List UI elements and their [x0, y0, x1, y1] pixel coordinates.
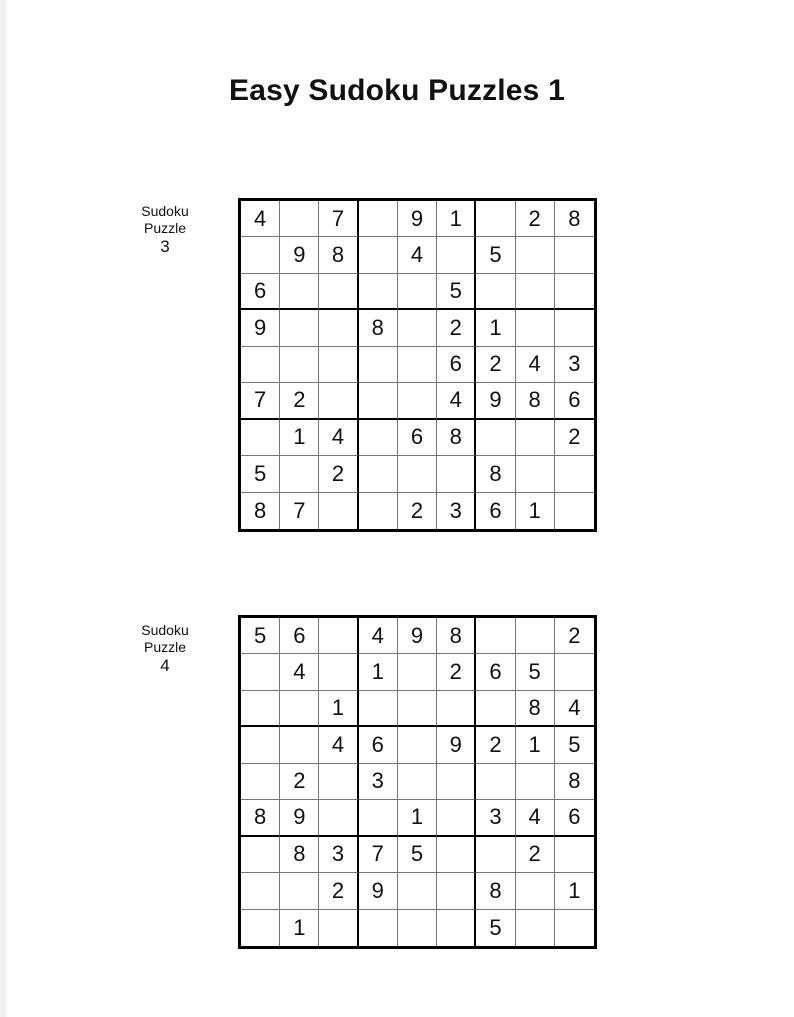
sudoku-cell: 9	[398, 618, 437, 654]
sudoku-cell: 1	[516, 493, 555, 529]
sudoku-cell	[241, 873, 280, 909]
sudoku-cell: 6	[359, 727, 398, 763]
sudoku-cell	[280, 201, 319, 237]
sudoku-cell	[359, 347, 398, 383]
page-edge	[0, 0, 6, 1017]
sudoku-cell: 2	[516, 201, 555, 237]
sudoku-cell	[476, 274, 515, 310]
sudoku-cell: 6	[241, 274, 280, 310]
sudoku-cell	[555, 310, 594, 346]
sudoku-cell: 3	[319, 837, 358, 873]
sudoku-cell	[437, 837, 476, 873]
sudoku-cell: 1	[398, 800, 437, 836]
sudoku-cell: 5	[476, 237, 515, 273]
sudoku-cell	[398, 654, 437, 690]
sudoku-cell: 9	[280, 237, 319, 273]
sudoku-cell	[241, 727, 280, 763]
sudoku-cell: 8	[476, 456, 515, 492]
sudoku-cell: 2	[437, 654, 476, 690]
puzzle-number: 4	[160, 656, 170, 675]
sudoku-cell: 2	[476, 727, 515, 763]
sudoku-cell	[516, 420, 555, 456]
sudoku-cell: 2	[437, 310, 476, 346]
sudoku-cell: 9	[437, 727, 476, 763]
sudoku-cell	[555, 456, 594, 492]
sudoku-cell: 8	[359, 310, 398, 346]
sudoku-cell	[280, 274, 319, 310]
sudoku-cell	[280, 347, 319, 383]
sudoku-cell	[359, 493, 398, 529]
sudoku-cell	[398, 383, 437, 419]
sudoku-cell: 8	[555, 201, 594, 237]
sudoku-cell: 8	[241, 800, 280, 836]
sudoku-cell: 2	[280, 764, 319, 800]
sudoku-cell	[555, 910, 594, 946]
sudoku-cell	[280, 873, 319, 909]
sudoku-cell	[476, 420, 515, 456]
sudoku-cell	[398, 310, 437, 346]
sudoku-cell	[398, 274, 437, 310]
sudoku-cell: 1	[437, 201, 476, 237]
sudoku-cell	[437, 800, 476, 836]
sudoku-cell	[516, 764, 555, 800]
sudoku-cell: 2	[398, 493, 437, 529]
sudoku-cell	[241, 910, 280, 946]
sudoku-cell: 2	[516, 837, 555, 873]
sudoku-cell	[319, 493, 358, 529]
sudoku-cell	[437, 910, 476, 946]
sudoku-cell: 1	[319, 691, 358, 727]
sudoku-cell: 7	[280, 493, 319, 529]
sudoku-cell	[359, 383, 398, 419]
sudoku-cell: 8	[516, 383, 555, 419]
sudoku-cell	[359, 910, 398, 946]
puzzle-label-4	[126, 622, 204, 676]
sudoku-cell: 5	[398, 837, 437, 873]
sudoku-cell: 3	[437, 493, 476, 529]
sudoku-cell: 4	[319, 420, 358, 456]
sudoku-cell: 6	[476, 654, 515, 690]
sudoku-cell	[516, 237, 555, 273]
sudoku-cell	[241, 654, 280, 690]
sudoku-cell: 8	[476, 873, 515, 909]
sudoku-cell	[437, 237, 476, 273]
sudoku-cell	[437, 873, 476, 909]
sudoku-cell: 9	[280, 800, 319, 836]
sudoku-cell: 4	[241, 201, 280, 237]
sudoku-cell: 5	[555, 727, 594, 763]
sudoku-cell: 1	[476, 310, 515, 346]
sudoku-cell	[516, 910, 555, 946]
sudoku-cell	[359, 274, 398, 310]
sudoku-cell	[319, 383, 358, 419]
sudoku-cell: 3	[359, 764, 398, 800]
sudoku-cell: 5	[476, 910, 515, 946]
sudoku-cell	[319, 800, 358, 836]
sudoku-cell	[476, 201, 515, 237]
page-title: Easy Sudoku Puzzles 1	[229, 74, 565, 107]
sudoku-cell	[241, 347, 280, 383]
sudoku-cell	[280, 456, 319, 492]
sudoku-cell: 6	[555, 383, 594, 419]
sudoku-cell	[319, 654, 358, 690]
sudoku-cell: 1	[280, 910, 319, 946]
sudoku-cell	[319, 910, 358, 946]
puzzle-label-3	[126, 203, 204, 257]
sudoku-cell: 9	[398, 201, 437, 237]
sudoku-cell: 5	[241, 456, 280, 492]
sudoku-cell: 4	[516, 347, 555, 383]
sudoku-cell: 2	[280, 383, 319, 419]
sudoku-cell: 3	[555, 347, 594, 383]
sudoku-cell	[319, 618, 358, 654]
sudoku-cell	[516, 618, 555, 654]
sudoku-cell	[437, 456, 476, 492]
sudoku-cell: 8	[241, 493, 280, 529]
sudoku-cell: 8	[437, 420, 476, 456]
sudoku-cell	[476, 764, 515, 800]
sudoku-cell	[516, 274, 555, 310]
sudoku-cell: 1	[516, 727, 555, 763]
sudoku-cell	[359, 456, 398, 492]
sudoku-cell: 9	[359, 873, 398, 909]
sudoku-cell	[555, 493, 594, 529]
sudoku-cell: 8	[437, 618, 476, 654]
sudoku-grid-3	[238, 198, 597, 532]
sudoku-cell	[319, 347, 358, 383]
sudoku-cell: 5	[437, 274, 476, 310]
sudoku-cell: 8	[280, 837, 319, 873]
sudoku-cell: 4	[319, 727, 358, 763]
sudoku-cell	[241, 837, 280, 873]
sudoku-cell	[398, 347, 437, 383]
sudoku-cell	[280, 727, 319, 763]
sudoku-cell	[319, 310, 358, 346]
sudoku-cell	[398, 764, 437, 800]
sudoku-cell: 1	[555, 873, 594, 909]
sudoku-cell	[516, 310, 555, 346]
sudoku-cell: 2	[555, 618, 594, 654]
sudoku-cell	[555, 274, 594, 310]
sudoku-cell: 2	[319, 873, 358, 909]
sudoku-cell: 6	[280, 618, 319, 654]
sudoku-cell: 2	[555, 420, 594, 456]
sudoku-cell	[280, 691, 319, 727]
puzzle-number: 3	[160, 237, 170, 256]
sudoku-cell: 9	[476, 383, 515, 419]
sudoku-cell: 4	[359, 618, 398, 654]
sudoku-cell	[359, 691, 398, 727]
sudoku-cell	[398, 873, 437, 909]
sudoku-cell: 6	[555, 800, 594, 836]
sudoku-cell	[476, 618, 515, 654]
sudoku-cell: 7	[319, 201, 358, 237]
sudoku-cell	[241, 691, 280, 727]
sudoku-cell	[437, 691, 476, 727]
sudoku-cell: 4	[516, 800, 555, 836]
sudoku-cell	[319, 274, 358, 310]
sudoku-cell	[241, 764, 280, 800]
sudoku-cell	[359, 237, 398, 273]
sudoku-cell: 3	[476, 800, 515, 836]
sudoku-cell: 7	[359, 837, 398, 873]
sudoku-cell	[359, 800, 398, 836]
sudoku-cell: 2	[319, 456, 358, 492]
sudoku-cell	[555, 237, 594, 273]
sudoku-cell: 4	[398, 237, 437, 273]
sudoku-cell	[516, 873, 555, 909]
sudoku-cell	[280, 310, 319, 346]
sudoku-cell	[555, 837, 594, 873]
sudoku-cell: 5	[241, 618, 280, 654]
sudoku-cell	[437, 764, 476, 800]
sudoku-cell: 4	[555, 691, 594, 727]
sudoku-cell	[241, 237, 280, 273]
sudoku-cell: 2	[476, 347, 515, 383]
sudoku-cell	[241, 420, 280, 456]
sudoku-cell	[476, 691, 515, 727]
sudoku-cell	[398, 691, 437, 727]
sudoku-cell	[398, 727, 437, 763]
sudoku-cell	[359, 201, 398, 237]
sudoku-cell: 9	[241, 310, 280, 346]
sudoku-cell	[398, 456, 437, 492]
sudoku-cell: 6	[437, 347, 476, 383]
puzzle-label-text: Sudoku Puzzle	[141, 622, 189, 655]
sudoku-cell: 7	[241, 383, 280, 419]
sudoku-cell	[398, 910, 437, 946]
sudoku-cell: 8	[516, 691, 555, 727]
sudoku-cell: 6	[398, 420, 437, 456]
sudoku-cell: 1	[359, 654, 398, 690]
sudoku-cell	[516, 456, 555, 492]
sudoku-cell	[476, 837, 515, 873]
sudoku-cell	[555, 654, 594, 690]
puzzle-label-text: Sudoku Puzzle	[141, 203, 189, 236]
sudoku-cell: 4	[437, 383, 476, 419]
sudoku-cell	[359, 420, 398, 456]
sudoku-cell: 4	[280, 654, 319, 690]
sudoku-cell: 8	[555, 764, 594, 800]
sudoku-cell: 8	[319, 237, 358, 273]
sudoku-grid-4	[238, 615, 597, 949]
sudoku-cell: 1	[280, 420, 319, 456]
sudoku-cell: 6	[476, 493, 515, 529]
sudoku-cell: 5	[516, 654, 555, 690]
sudoku-cell	[319, 764, 358, 800]
